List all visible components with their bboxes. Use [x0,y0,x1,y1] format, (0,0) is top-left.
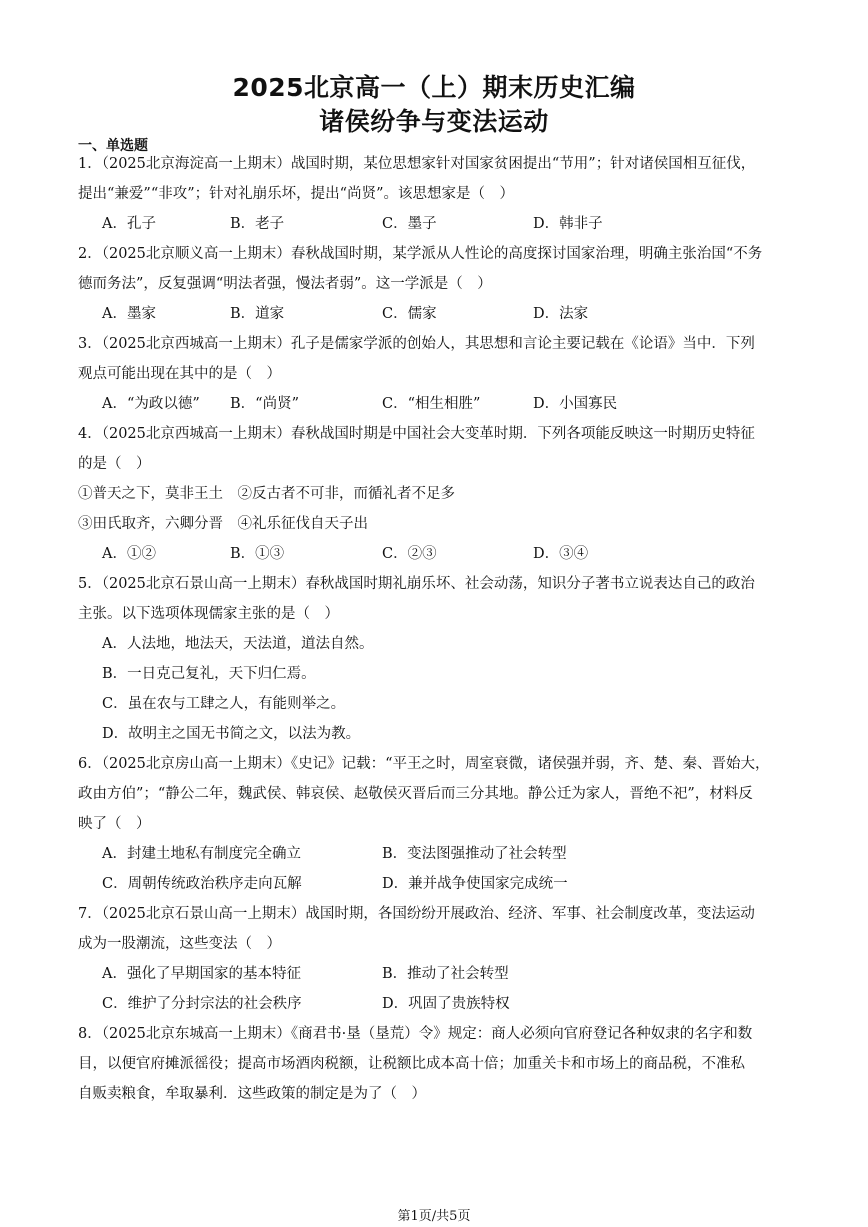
question-1-option-d: D．韩非子 [533,216,603,232]
question-4-statements-1: ①普天之下，莫非王土 ②反古者不可非，而循礼者不足多 [78,486,455,502]
question-2-line-1: 2．（2025北京顺义高一上期末）春秋战国时期，某学派从人性论的高度探讨国家治理，明确主张治国“不务 [78,246,763,262]
question-5-line-1: 5．（2025北京石景山高一上期末）春秋战国时期礼崩乐坏、社会动荡，知识分子著书立说表达自己的政治 [78,576,755,592]
question-4-line-1: 4．（2025北京西城高一上期末）春秋战国时期是中国社会大变革时期．下列各项能反映这一时期历史特征 [78,426,755,442]
question-4-option-b: B．①③ [230,546,285,562]
question-5-option-c: C．虽在农与工肆之人，有能则举之。 [102,696,346,712]
question-5-option-b: B．一日克己复礼，天下归仁焉。 [102,666,316,682]
document-subtitle: 诸侯纷争与变法运动 [319,107,549,136]
page-number: 第1页/共5页 [397,1209,471,1224]
question-3-line-1: 3．（2025北京西城高一上期末）孔子是儒家学派的创始人，其思想和言论主要记载在《论语》当中．下列 [78,336,755,352]
question-4-line-2: 的是（ ） [78,456,151,472]
question-1-line-1: 1．（2025北京海淀高一上期末）战国时期，某位思想家针对国家贫困提出“节用”；针对诸侯国相互征伐， [78,156,756,172]
question-7-option-a: A．强化了早期国家的基本特征 [102,966,301,982]
question-6-line-3: 映了（ ） [78,816,151,832]
question-6-option-a: A．封建土地私有制度完全确立 [102,846,301,862]
question-3-option-d: D．小国寡民 [533,396,618,412]
question-7-option-c: C．维护了分封宗法的社会秩序 [102,996,302,1012]
question-8-line-3: 自贩卖粮食，牟取暴利．这些政策的制定是为了（ ） [78,1086,426,1102]
question-3-option-c: C．“相生相胜” [382,396,481,412]
question-8-line-2: 目，以便官府摊派徭役；提高市场酒肉税额，让税额比成本高十倍；加重关卡和市场上的商品税，不准私 [78,1056,745,1072]
question-2-option-c: C．儒家 [382,306,437,322]
question-6-line-2: 政由方伯”；“静公二年，魏武侯、韩哀侯、赵敬侯灭晋后而三分其地。静公迁为家人，晋绝不祀”，材料反 [78,786,753,802]
question-6-line-1: 6．（2025北京房山高一上期末）《史记》记载：“平王之时，周室衰微，诸侯强并弱，齐、楚、秦、晋始大， [78,756,770,772]
question-1-option-a: A．孔子 [102,216,156,232]
question-4-option-d: D．③④ [533,546,589,562]
question-6-option-c: C．周朝传统政治秩序走向瓦解 [102,876,302,892]
question-5-option-d: D．故明主之国无书简之文，以法为教。 [102,726,361,742]
question-5-line-2: 主张。以下选项体现儒家主张的是（ ） [78,606,339,622]
question-7-option-b: B．推动了社会转型 [382,966,509,982]
question-2-line-2: 德而务法”，反复强调“明法者强，慢法者弱”。这一学派是（ ） [78,276,492,292]
question-2-option-a: A．墨家 [102,306,156,322]
document-title: 2025北京高一（上）期末历史汇编 [232,73,636,102]
section-heading: 一、单选题 [78,138,148,154]
question-5-option-a: A．人法地，地法天，天法道，道法自然。 [102,636,374,652]
question-3-option-b: B．“尚贤” [230,396,299,412]
question-7-line-2: 成为一股潮流，这些变法（ ） [78,936,281,952]
question-3-option-a: A．“为政以德” [102,396,200,412]
question-2-option-d: D．法家 [533,306,589,322]
question-1-option-b: B．老子 [230,216,285,232]
question-3-line-2: 观点可能出现在其中的是（ ） [78,366,281,382]
question-8-line-1: 8．（2025北京东城高一上期末）《商君书·垦（垦荒）令》规定：商人必须向官府登记各种奴隶的名字和数 [78,1026,753,1042]
question-7-line-1: 7．（2025北京石景山高一上期末）战国时期，各国纷纷开展政治、经济、军事、社会制度改革，变法运动 [78,906,755,922]
question-4-option-c: C．②③ [382,546,437,562]
question-2-option-b: B．道家 [230,306,285,322]
question-4-option-a: A．①② [102,546,156,562]
question-1-line-2: 提出“兼爱”“非攻”；针对礼崩乐坏，提出“尚贤”。该思想家是（ ） [78,186,514,202]
question-4-statements-2: ③田氏取齐，六卿分晋 ④礼乐征伐自天子出 [78,516,368,532]
question-6-option-b: B．变法图强推动了社会转型 [382,846,567,862]
question-1-option-c: C．墨子 [382,216,437,232]
question-6-option-d: D．兼并战争使国家完成统一 [382,876,568,892]
question-7-option-d: D．巩固了贵族特权 [382,996,510,1012]
